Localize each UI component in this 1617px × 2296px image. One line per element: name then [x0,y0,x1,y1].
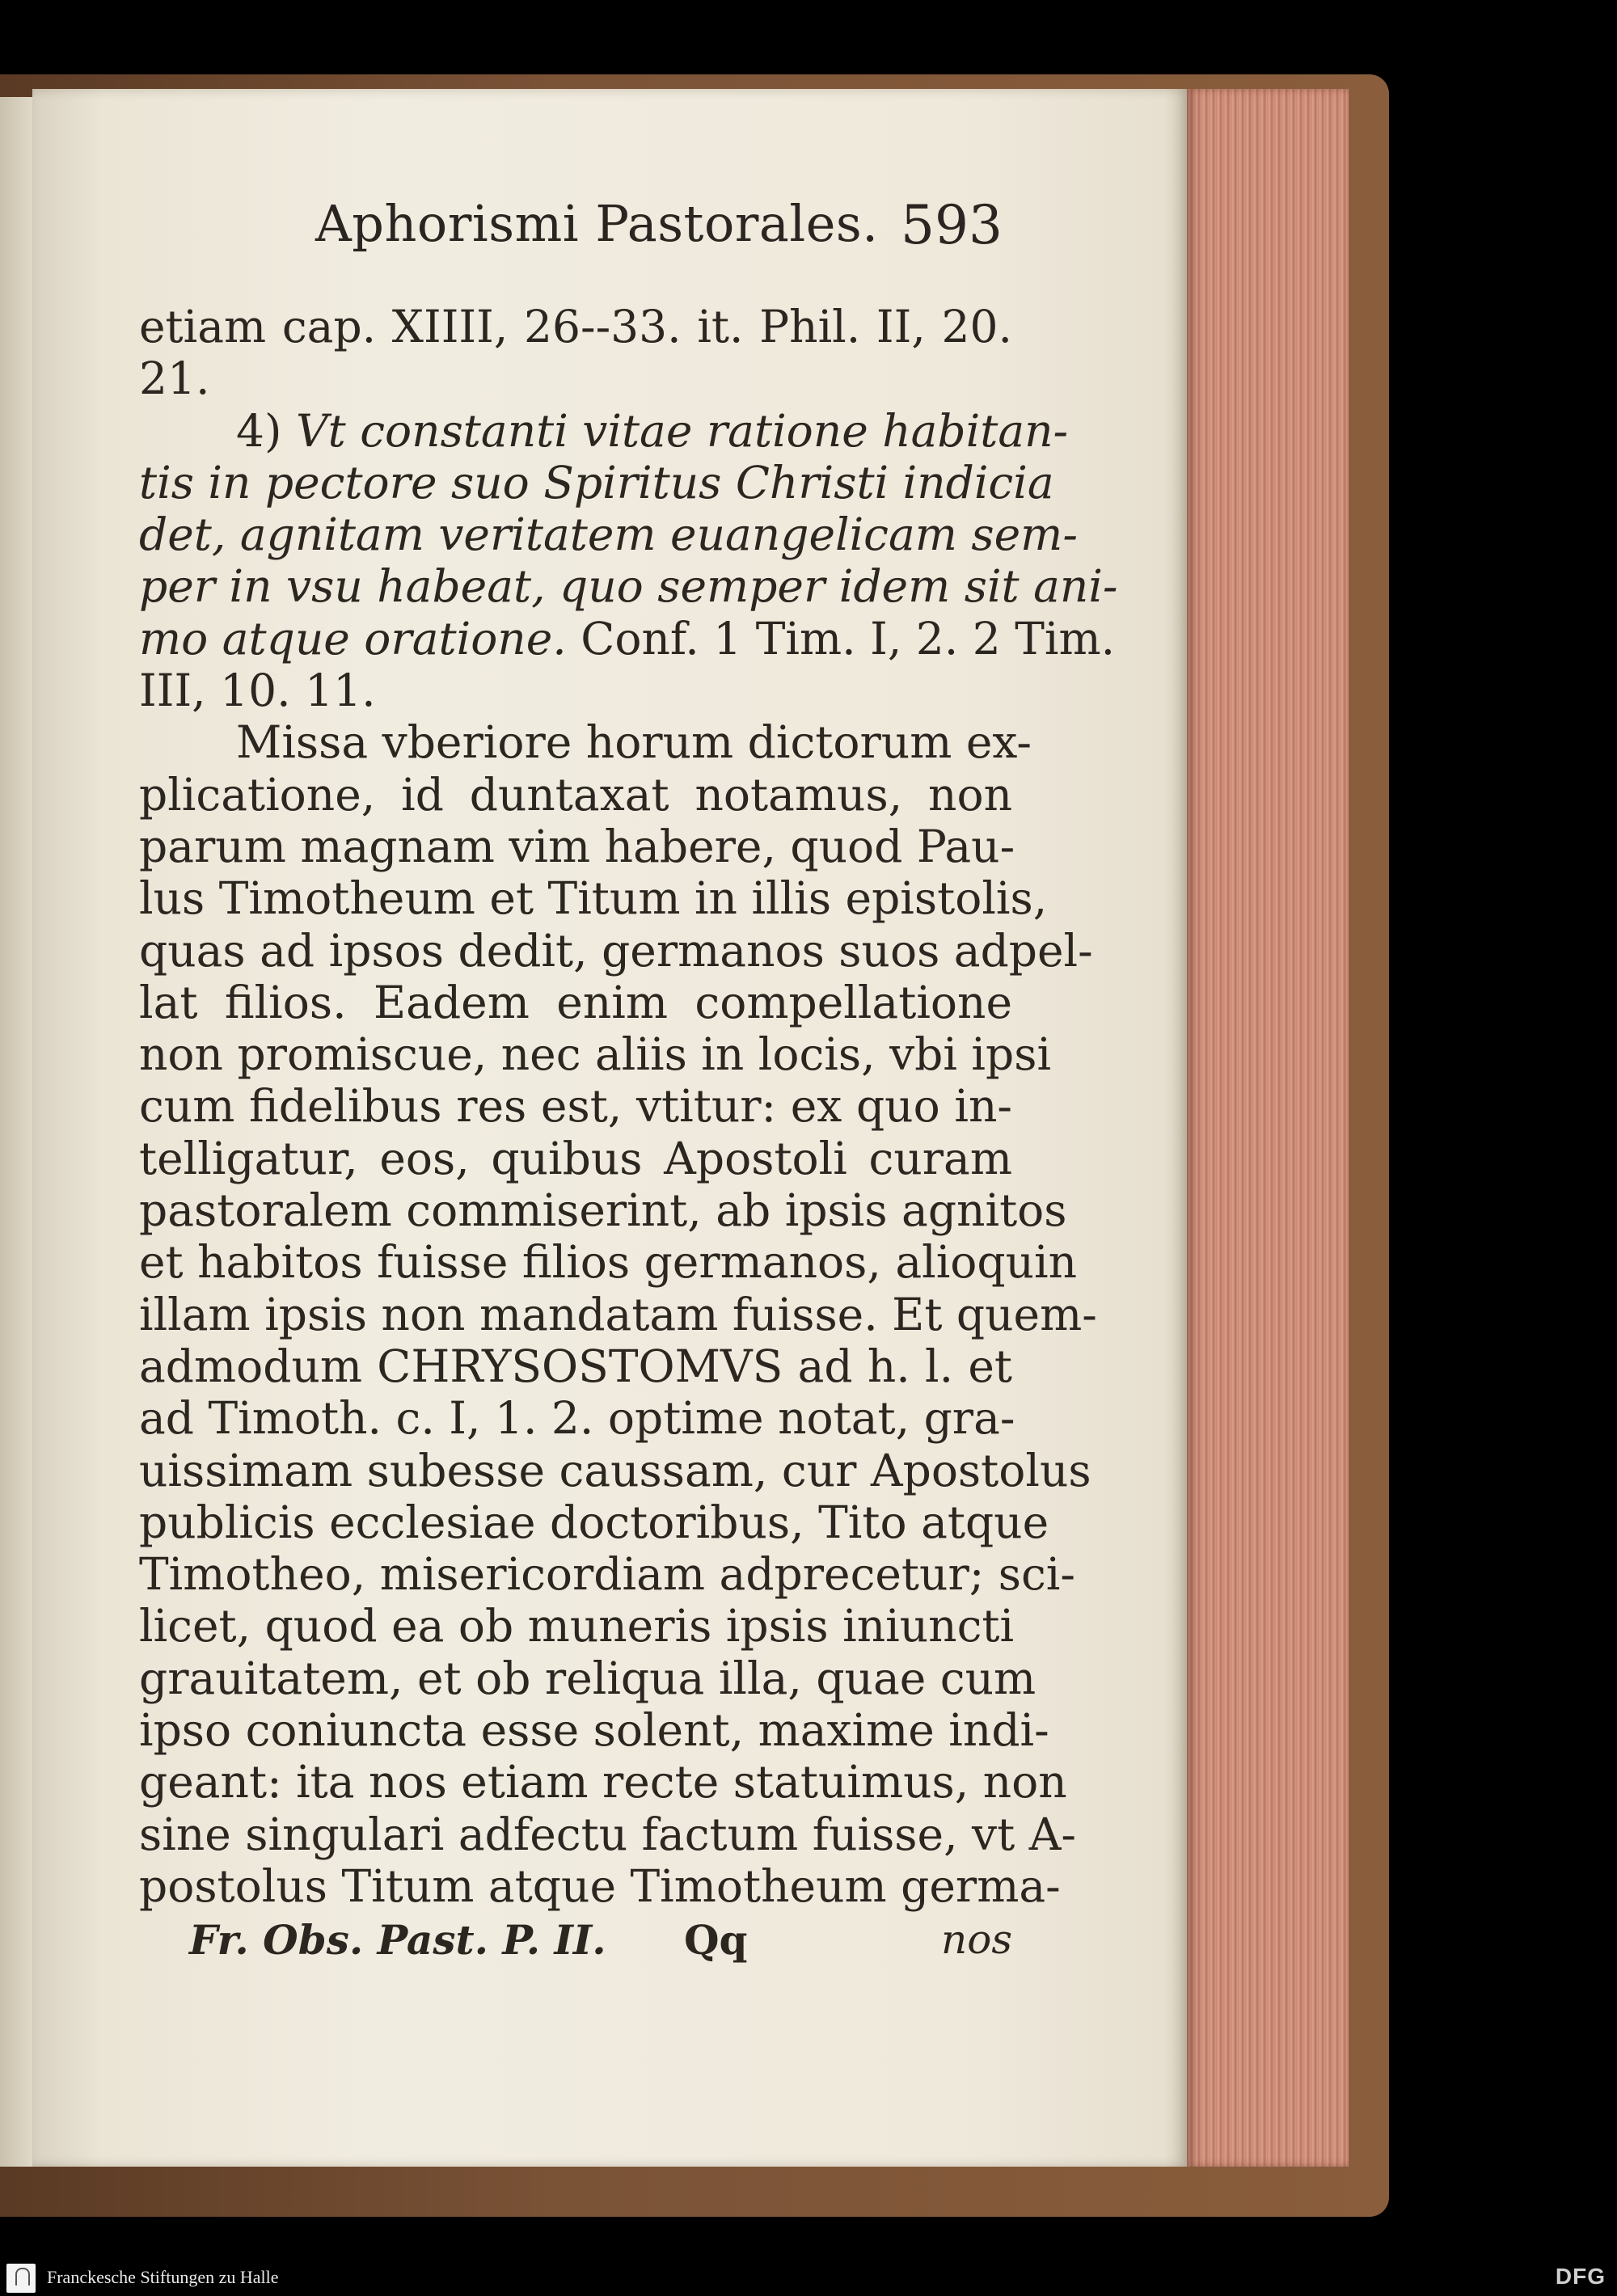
text-line [139,404,1069,457]
text-line: uissimam subesse caussam, cur Apostolus [139,1444,1091,1496]
text-line: parum magnam vim habere, quod Pau- [139,820,1015,872]
text-line: grauitatem, et ob reliqua illa, quae cum [139,1652,1036,1704]
text-line: lus Timotheum et Titum in illis epistolis, [139,872,1048,925]
text-line: illam ipsis non mandatam fuisse. Et quem- [139,1288,1097,1340]
institution-name[interactable]: Franckesche Stiftungen zu Halle [47,2267,279,2287]
italic-text: mo atque oratione. [139,612,567,665]
dfg-logo: DFG [1555,2264,1606,2289]
text-line: per in vsu habeat, quo semper idem sit ani- [139,560,1118,613]
text-line: quas ad ipsos dedit, germanos suos adpel- [139,924,1093,977]
signature-title: Fr. Obs. Past. P. II. [189,1916,606,1964]
text-line: postolus Titum atque Timotheum germa- [139,1859,1061,1912]
text-line: ipso coniuncta esse solent, maxime indi- [139,1704,1049,1757]
text-line: sine singulari adfectu factum fuisse, vt A- [139,1808,1077,1860]
page-block-edge [1187,89,1349,2167]
text-line: III, 10. 11. [139,665,376,717]
text-line: lat filios. Eadem enim compellatione [139,976,1012,1028]
text-line: licet, quod ea ob muneris ipsis iniuncti [139,1600,1015,1652]
text-line: non promiscue, nec aliis in locis, vbi ipsi [139,1028,1052,1081]
catchword: nos [941,1916,1012,1963]
text-line: det, agnitam veritatem euangelicam sem- [139,509,1078,561]
text-line: geant: ita nos etiam recte statuimus, non [139,1756,1067,1809]
text-line: pastoralem commiserint, ab ipsis agnitos [139,1184,1067,1237]
running-title: Aphorismi Pastorales. [315,194,879,253]
text-line: Timotheo, misericordiam adprecetur; sci- [139,1548,1075,1601]
text-line: et habitos fuisse filios germanos, alioquin [139,1236,1078,1289]
page-number: 593 [901,194,1003,256]
text-line: admodum CHRYSOSTOMVS ad h. l. et [139,1340,1012,1392]
text-line: telligatur, eos, quibus Apostoli curam [139,1132,1012,1184]
viewer-bottom-bar [0,2260,1617,2296]
running-header [315,194,1003,267]
roman-text: Conf. 1 Tim. I, 2. 2 Tim. [566,612,1116,665]
institution-logo-icon [6,2264,36,2293]
text-line [139,612,1116,665]
signature-mark: Qq [684,1916,748,1964]
item-number: 4) [236,404,296,457]
italic-text: Vt constanti vitae ratione habitan- [295,404,1069,457]
text-line: ad Timoth. c. I, 1. 2. optime notat, gra- [139,1392,1015,1445]
text-line: cum fidelibus res est, vtitur: ex quo in- [139,1080,1012,1133]
text-line: plicatione, id duntaxat notamus, non [139,768,1012,821]
text-line: 21. [139,352,210,405]
text-line: etiam cap. XIIII, 26--33. it. Phil. II, 20. [139,301,1012,352]
body-text [139,301,1118,1912]
text-line: publicis ecclesiae doctoribus, Tito atque [139,1496,1049,1548]
page-footer [189,1916,1012,1973]
text-line: tis in pectore suo Spiritus Christi indicia [139,456,1054,509]
text-line: Missa vberiore horum dictorum ex- [236,716,1032,769]
